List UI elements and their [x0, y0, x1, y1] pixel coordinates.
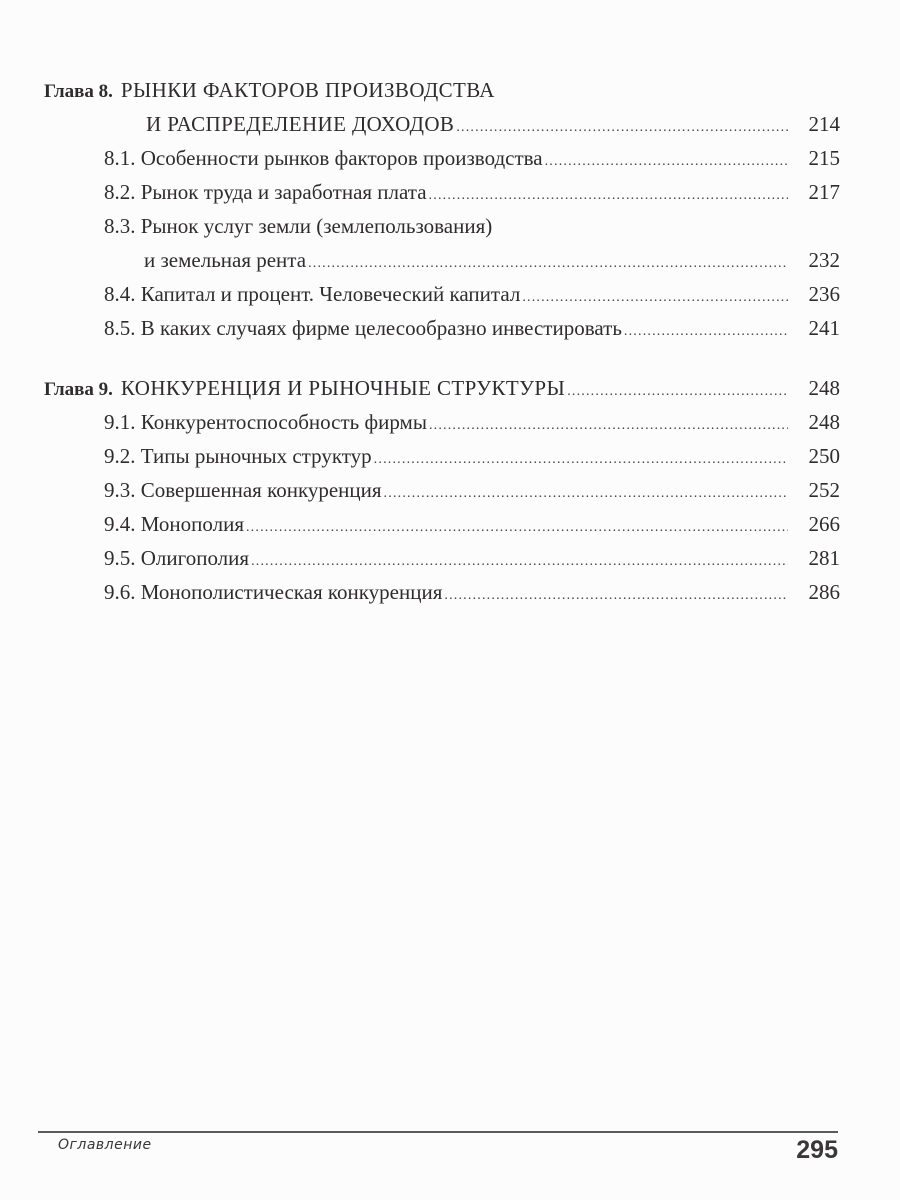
- section-number: 8.5.: [104, 316, 136, 340]
- section-title-line2: и земельная рента: [144, 248, 307, 272]
- section-title: Совершенная конкуренция: [140, 478, 382, 502]
- page-number: 241: [808, 316, 840, 340]
- footer-divider: [38, 1131, 838, 1133]
- section-title: Рынок труда и заработная плата: [140, 180, 427, 204]
- toc-entry-9-4[interactable]: [44, 510, 840, 538]
- toc-entry-8-3-line1: [44, 212, 840, 240]
- chapter-spacer: [44, 348, 840, 374]
- dot-leader: [624, 318, 788, 346]
- page-number: 232: [808, 248, 840, 272]
- page-number: 214: [808, 112, 840, 136]
- section-title: Конкурентоспособность фирмы: [140, 410, 427, 434]
- section-title: Особенности рынков факторов производства: [140, 146, 543, 170]
- toc-entry-8-1[interactable]: [44, 144, 840, 172]
- dot-leader: [456, 114, 788, 142]
- toc-entry-9-6[interactable]: [44, 578, 840, 606]
- section-number: 9.6.: [104, 580, 136, 604]
- dot-leader: [384, 480, 788, 508]
- chapter-title-line1: РЫНКИ ФАКТОРОВ ПРОИЗВОДСТВА: [120, 78, 495, 102]
- page-number: 286: [808, 580, 840, 604]
- chapter-heading-8: [44, 76, 840, 104]
- page-number: 281: [808, 546, 840, 570]
- toc-entry-9-2[interactable]: [44, 442, 840, 470]
- page-number: 215: [808, 146, 840, 170]
- toc-entry-8-2[interactable]: [44, 178, 840, 206]
- page-number: 236: [808, 282, 840, 306]
- dot-leader: [251, 548, 788, 576]
- section-number: 8.1.: [104, 146, 136, 170]
- section-number: 9.4.: [104, 512, 136, 536]
- toc-entry-8-3[interactable]: [44, 246, 840, 274]
- section-title: В каких случаях фирме целесообразно инвестировать: [140, 316, 622, 340]
- dot-leader: [246, 514, 788, 542]
- running-title: Оглавление: [58, 1137, 152, 1153]
- section-title: Монополистическая конкуренция: [140, 580, 443, 604]
- toc-entry-chapter-9[interactable]: [44, 374, 840, 402]
- section-title-line1: Рынок услуг земли (землепользования): [140, 214, 493, 238]
- page-number: 266: [808, 512, 840, 536]
- toc-entry-8-5[interactable]: [44, 314, 840, 342]
- dot-leader: [374, 446, 788, 474]
- page-number-footer: 295: [796, 1136, 838, 1164]
- section-number: 8.3.: [104, 214, 136, 238]
- section-title: Монополия: [140, 512, 244, 536]
- toc-entry-9-1[interactable]: [44, 408, 840, 436]
- chapter-label: Глава 8.: [44, 81, 113, 102]
- table-of-contents: [44, 76, 840, 612]
- toc-entry-9-5[interactable]: [44, 544, 840, 572]
- dot-leader: [444, 582, 788, 610]
- dot-leader: [567, 378, 788, 406]
- toc-entry-chapter-8[interactable]: [44, 110, 840, 138]
- dot-leader: [308, 250, 788, 278]
- section-title: Олигополия: [140, 546, 250, 570]
- chapter-title: КОНКУРЕНЦИЯ И РЫНОЧНЫЕ СТРУКТУРЫ: [120, 376, 566, 400]
- section-number: 9.2.: [104, 444, 136, 468]
- dot-leader: [429, 182, 788, 210]
- toc-entry-8-4[interactable]: [44, 280, 840, 308]
- section-title: Типы рыночных структур: [140, 444, 372, 468]
- page-number: 250: [808, 444, 840, 468]
- section-number: 9.3.: [104, 478, 136, 502]
- dot-leader: [429, 412, 788, 440]
- dot-leader: [522, 284, 788, 312]
- section-title: Капитал и процент. Человеческий капитал: [140, 282, 521, 306]
- section-number: 8.2.: [104, 180, 136, 204]
- page-number: 217: [808, 180, 840, 204]
- dot-leader: [545, 148, 788, 176]
- page-number: 248: [808, 376, 840, 400]
- toc-entry-9-3[interactable]: [44, 476, 840, 504]
- section-number: 9.1.: [104, 410, 136, 434]
- section-number: 9.5.: [104, 546, 136, 570]
- section-number: 8.4.: [104, 282, 136, 306]
- chapter-title-line2: И РАСПРЕДЕЛЕНИЕ ДОХОДОВ: [146, 112, 455, 136]
- chapter-label: Глава 9.: [44, 379, 113, 400]
- page-number: 248: [808, 410, 840, 434]
- page-number: 252: [808, 478, 840, 502]
